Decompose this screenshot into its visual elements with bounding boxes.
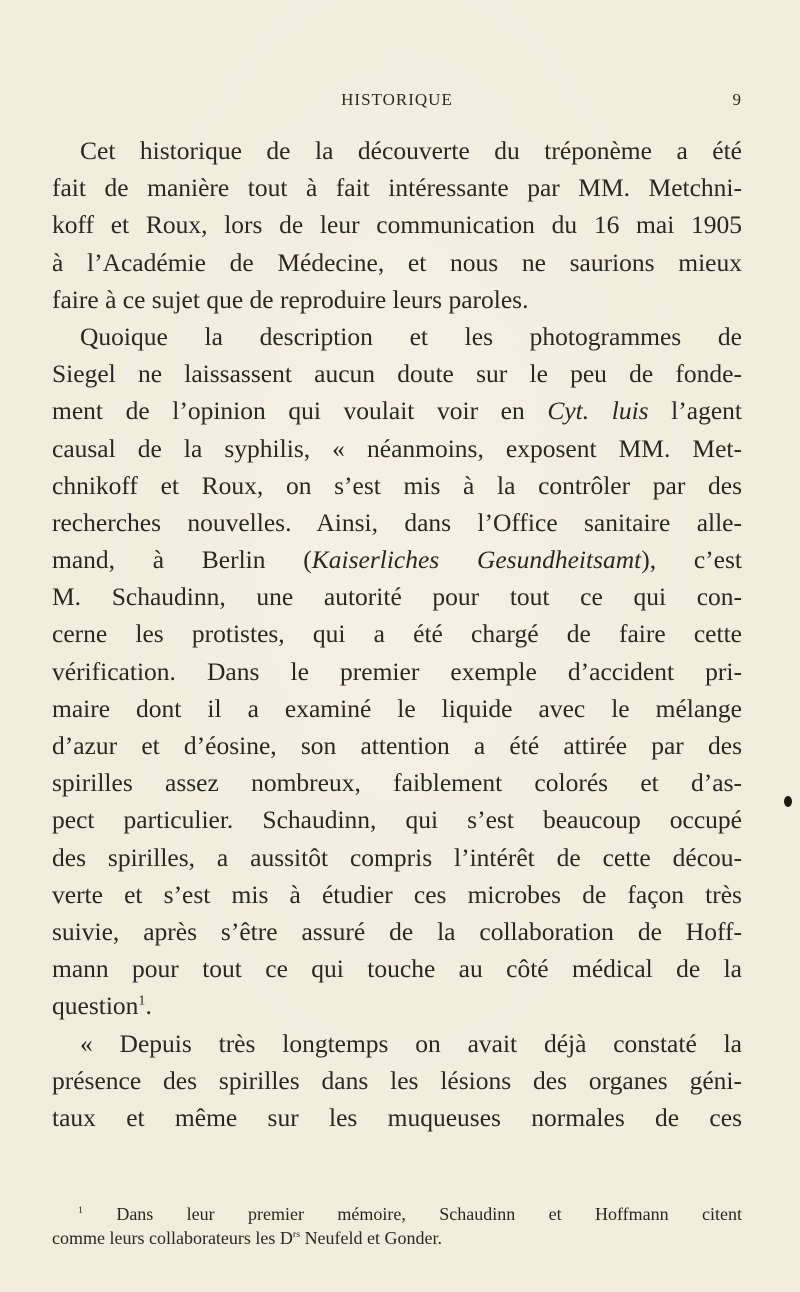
italic-term: Kaiserliches Gesundheitsamt bbox=[311, 545, 642, 575]
footnote-line bbox=[52, 1202, 742, 1226]
page-number: 9 bbox=[732, 90, 742, 109]
body-line: spirilles assez nombreux, faiblement colorés et d’as- bbox=[52, 768, 742, 798]
body-line: suivie, après s’être assuré de la collaboration de Hoff- bbox=[52, 916, 742, 946]
body-line: koff et Roux, lors de leur communication du 16 mai 1905 bbox=[52, 210, 742, 240]
body-line bbox=[52, 987, 742, 1024]
body-line: Cet historique de la découverte du tréponème a été bbox=[80, 136, 742, 165]
body-line-segment: . bbox=[145, 991, 152, 1021]
footnote bbox=[52, 1202, 742, 1250]
footnote-reference: 1 bbox=[138, 993, 146, 1009]
body-line: d’azur et d’éosine, son attention a été attirée par des bbox=[52, 731, 742, 760]
body-line: faire à ce sujet que de reproduire leurs paroles. bbox=[52, 284, 529, 314]
body-line-segment: question bbox=[52, 991, 139, 1021]
body-line: fait de manière tout à fait intéressante par MM. Metchni- bbox=[52, 173, 742, 203]
body-line: à l’Académie de Médecine, et nous ne saurions mieux bbox=[52, 247, 742, 277]
body-line: causal de la syphilis, « néanmoins, exposent MM. Met- bbox=[52, 433, 742, 463]
body-line: pect particulier. Schaudinn, qui s’est beaucoup occupé bbox=[52, 805, 742, 835]
body-line bbox=[52, 392, 742, 429]
footnote-abbreviation: rs bbox=[292, 1229, 301, 1240]
body-line: recherches nouvelles. Ainsi, dans l’Office sanitaire alle- bbox=[52, 507, 742, 537]
footnote-line bbox=[52, 1226, 742, 1250]
body-text bbox=[52, 132, 742, 1136]
body-line-segment: ment de l’opinion qui voulait voir en bbox=[52, 396, 548, 426]
footnote-text: Dans leur premier mémoire, Schaudinn et Hoffmann citent bbox=[82, 1204, 742, 1224]
body-line: taux et même sur les muqueuses normales de ces bbox=[52, 1102, 742, 1132]
body-line: chnikoff et Roux, on s’est mis à la contrôler par des bbox=[52, 470, 742, 500]
body-line: cerne les protistes, qui a été chargé de faire cette bbox=[52, 619, 742, 649]
footnote-text: comme leurs collaborateurs les D bbox=[52, 1228, 293, 1248]
body-line: maire dont il a examiné le liquide avec le mélange bbox=[52, 693, 742, 723]
body-line: verte et s’est mis à étudier ces microbes de façon très bbox=[52, 879, 742, 909]
body-line: des spirilles, a aussitôt compris l’intérêt de cette décou- bbox=[52, 842, 742, 872]
body-line bbox=[52, 541, 742, 578]
body-line-segment: mand, à Berlin ( bbox=[52, 545, 312, 575]
body-line: M. Schaudinn, une autorité pour tout ce qui con- bbox=[52, 582, 742, 612]
body-line: mann pour tout ce qui touche au côté médical de la bbox=[52, 954, 742, 984]
ink-blot bbox=[784, 796, 792, 807]
running-head bbox=[52, 90, 742, 120]
body-line: présence des spirilles dans les lésions des organes géni- bbox=[52, 1065, 742, 1095]
body-line: Quoique la description et les photogrammes de bbox=[80, 321, 742, 351]
body-line-segment: ), c’est bbox=[641, 545, 742, 575]
italic-term: Cyt. luis bbox=[547, 396, 649, 426]
body-line: « Depuis très longtemps on avait déjà constaté la bbox=[80, 1028, 742, 1058]
footnote-number: 1 bbox=[78, 1205, 83, 1216]
body-line: Siegel ne laissassent aucun doute sur le peu de fonde- bbox=[52, 359, 742, 389]
running-title: HISTORIQUE bbox=[341, 90, 453, 109]
body-line-segment: l’agent bbox=[648, 396, 742, 426]
body-line: vérification. Dans le premier exemple d’accident pri- bbox=[52, 656, 742, 686]
footnote-text: Neufeld et Gonder. bbox=[300, 1228, 443, 1248]
